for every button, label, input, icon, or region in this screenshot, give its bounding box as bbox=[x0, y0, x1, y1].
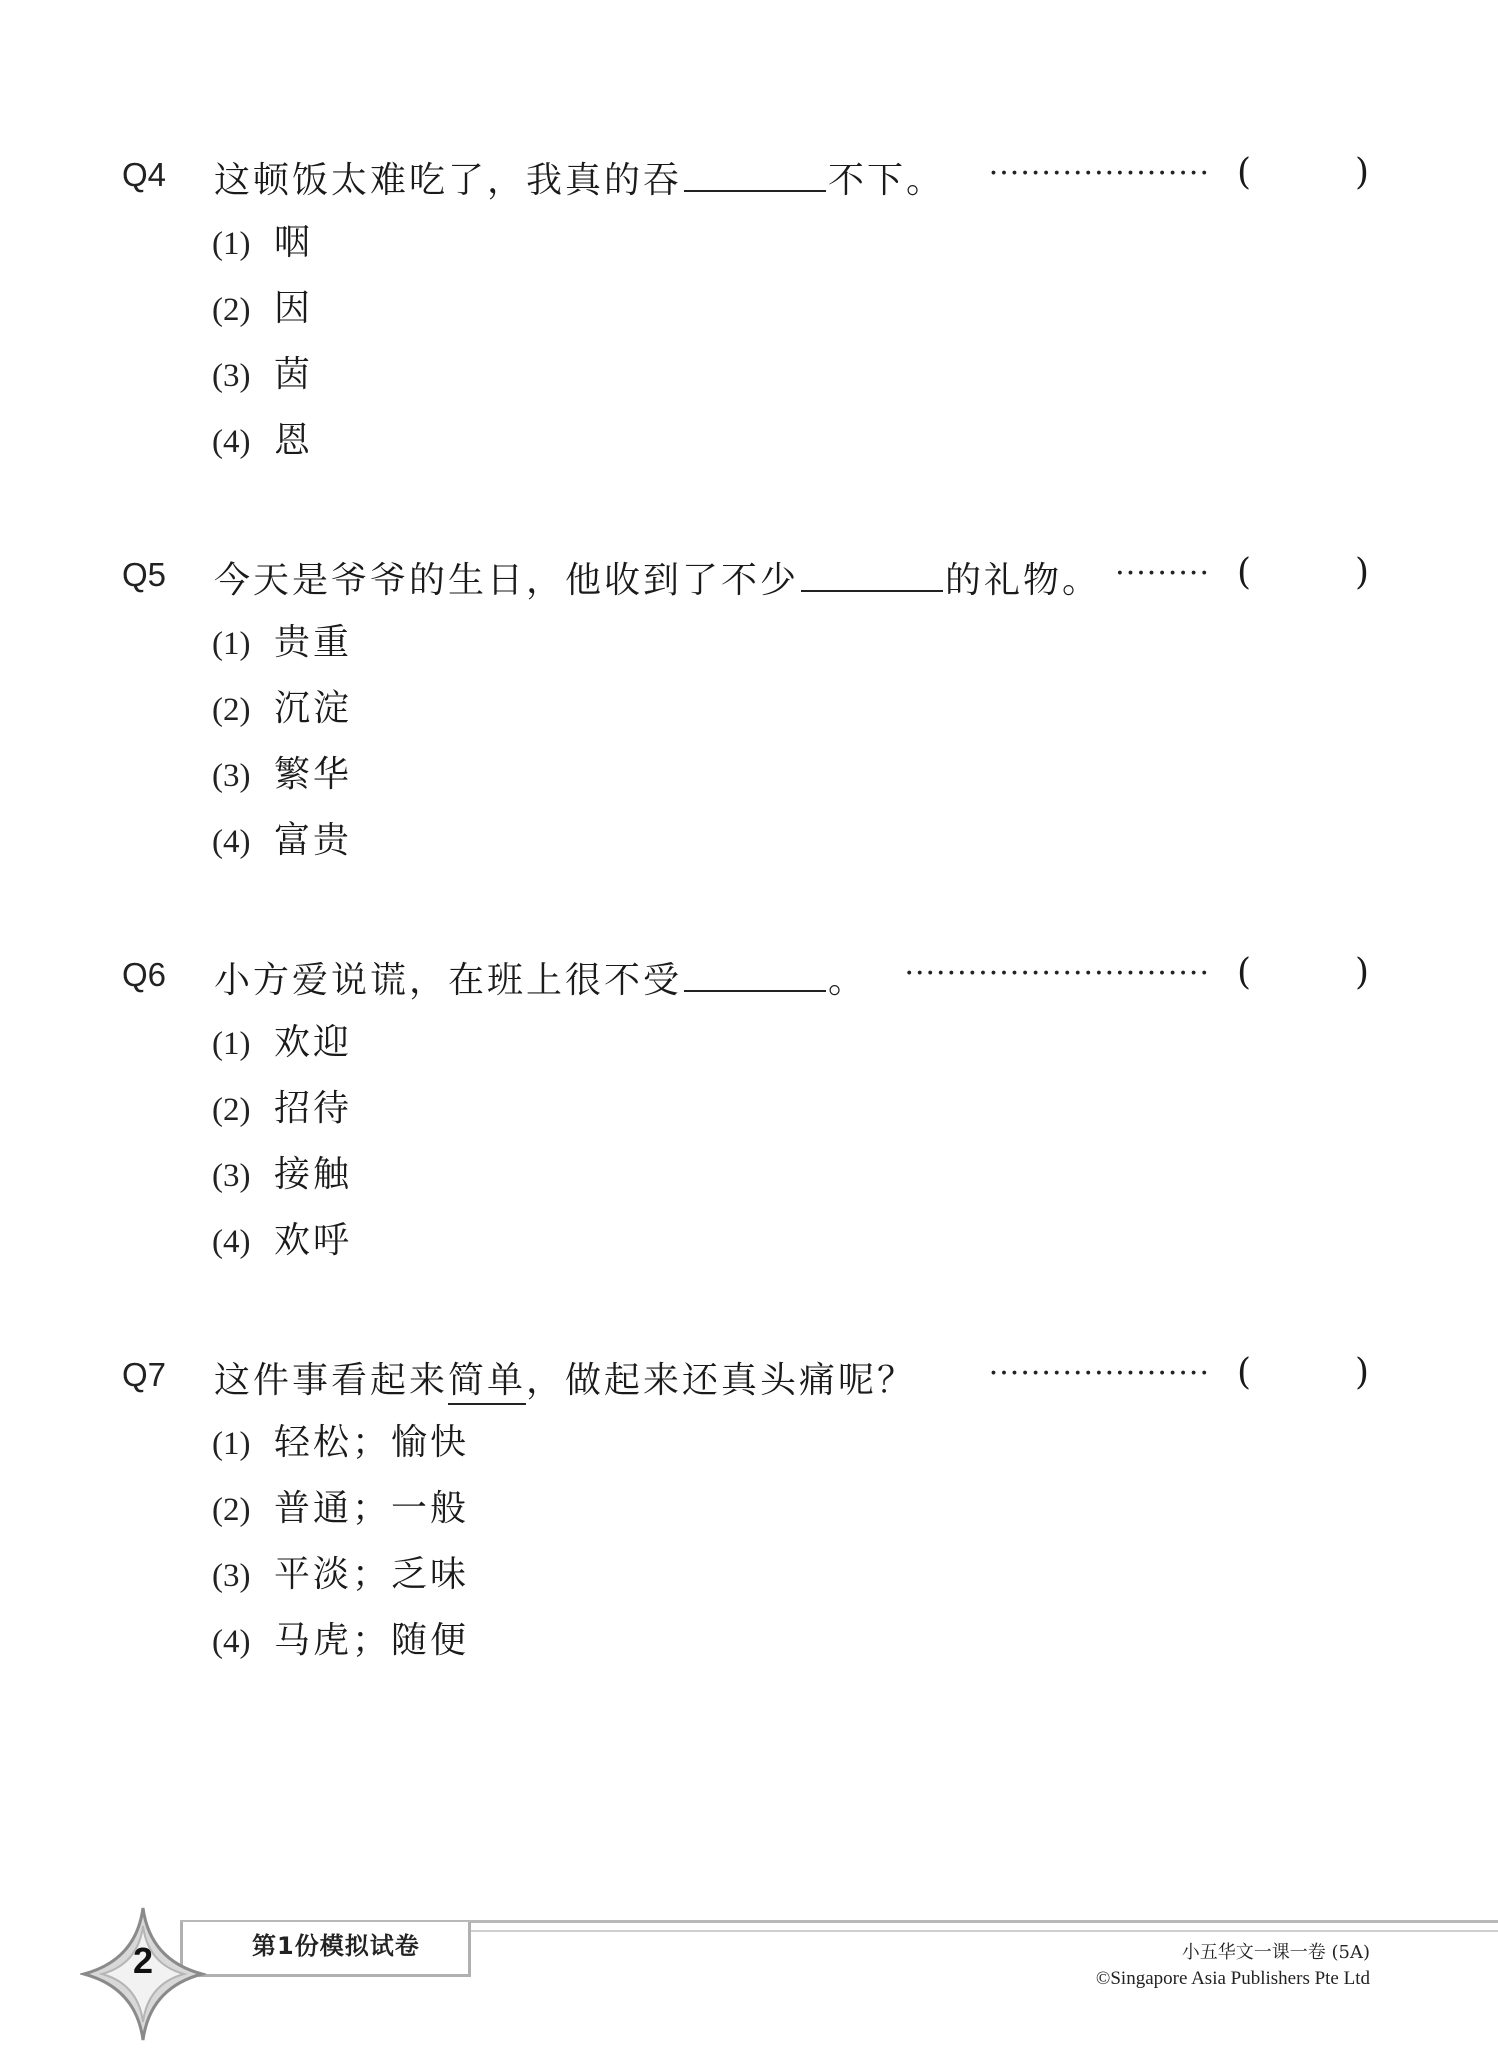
question-number: Q7 bbox=[122, 1356, 167, 1393]
page-number: 2 bbox=[132, 1940, 154, 1981]
option-text: 招待 bbox=[274, 1088, 353, 1129]
option-4 bbox=[212, 1612, 1382, 1678]
answer-paren-close: ) bbox=[1355, 952, 1370, 993]
option-text: 沉淀 bbox=[274, 688, 353, 729]
answer-paren-open: ( bbox=[1237, 1352, 1252, 1393]
leader-dots: ····························· bbox=[904, 956, 1210, 991]
answer-paren-open: ( bbox=[1237, 952, 1252, 993]
option-list bbox=[212, 614, 1382, 878]
option-text: 轻松；愉快 bbox=[274, 1422, 470, 1463]
option-list bbox=[212, 1414, 1382, 1678]
answer-blank bbox=[684, 156, 826, 192]
question-line bbox=[122, 1348, 1382, 1408]
option-number: (1) bbox=[212, 1426, 251, 1462]
option-number: (3) bbox=[212, 758, 251, 794]
option-number: (1) bbox=[212, 1026, 251, 1062]
option-number: (3) bbox=[212, 1158, 251, 1194]
option-number: (2) bbox=[212, 1092, 251, 1128]
leader-dots: ····················· bbox=[988, 1356, 1210, 1391]
question-number: Q6 bbox=[122, 956, 167, 993]
option-2 bbox=[212, 280, 1382, 346]
option-2 bbox=[212, 1080, 1382, 1146]
option-number: (3) bbox=[212, 1558, 251, 1594]
question-text-after: 不下。 bbox=[828, 160, 946, 201]
section-label: 第1份模拟试卷 bbox=[252, 1932, 420, 1960]
option-text: 因 bbox=[274, 288, 314, 329]
question-text-before: 这件事看起来 bbox=[214, 1360, 449, 1401]
question-line bbox=[122, 148, 1382, 208]
answer-paren-close: ) bbox=[1355, 552, 1370, 593]
question-line bbox=[122, 548, 1382, 608]
option-number: (2) bbox=[212, 692, 251, 728]
option-text: 恩 bbox=[274, 420, 314, 461]
option-text: 繁华 bbox=[274, 754, 353, 795]
option-number: (2) bbox=[212, 1492, 251, 1528]
option-3 bbox=[212, 746, 1382, 812]
option-4 bbox=[212, 1212, 1382, 1278]
option-number: (1) bbox=[212, 226, 251, 262]
option-1 bbox=[212, 1414, 1382, 1480]
copyright-notice: ©Singapore Asia Publishers Pte Ltd bbox=[1095, 1968, 1370, 1989]
answer-paren-open: ( bbox=[1237, 552, 1252, 593]
option-text: 茵 bbox=[274, 354, 314, 395]
option-2 bbox=[212, 680, 1382, 746]
option-text: 接触 bbox=[274, 1154, 353, 1195]
question-q4 bbox=[122, 148, 1382, 478]
question-text-before: 这顿饭太难吃了，我真的吞 bbox=[214, 160, 683, 201]
option-text: 普通；一般 bbox=[274, 1488, 470, 1529]
option-number: (3) bbox=[212, 358, 251, 394]
question-text bbox=[214, 552, 1101, 603]
question-text-before: 今天是爷爷的生日，他收到了不少 bbox=[214, 560, 800, 601]
answer-paren-close: ) bbox=[1355, 1352, 1370, 1393]
option-3 bbox=[212, 346, 1382, 412]
book-title: 小五华文一课一卷 (5A) bbox=[1181, 1942, 1370, 1963]
option-number: (4) bbox=[212, 1624, 251, 1660]
option-number: (4) bbox=[212, 424, 251, 460]
question-text bbox=[214, 152, 945, 203]
question-line bbox=[122, 948, 1382, 1008]
answer-paren-open: ( bbox=[1237, 152, 1252, 193]
question-number: Q4 bbox=[122, 156, 167, 193]
option-text: 富贵 bbox=[274, 820, 353, 861]
option-1 bbox=[212, 1014, 1382, 1080]
question-number: Q5 bbox=[122, 556, 167, 593]
answer-blank bbox=[684, 956, 826, 992]
option-text: 欢呼 bbox=[274, 1220, 353, 1261]
answer-blank bbox=[801, 556, 943, 592]
option-text: 贵重 bbox=[274, 622, 353, 663]
question-text bbox=[214, 1352, 916, 1403]
question-text-after: 。 bbox=[828, 960, 868, 1001]
option-text: 平淡；乏味 bbox=[274, 1554, 470, 1595]
option-text: 马虎；随便 bbox=[274, 1620, 470, 1661]
option-4 bbox=[212, 812, 1382, 878]
leader-dots: ········· bbox=[1115, 556, 1210, 591]
option-list bbox=[212, 1014, 1382, 1278]
question-text bbox=[214, 952, 867, 1003]
answer-paren-close: ) bbox=[1355, 152, 1370, 193]
option-number: (2) bbox=[212, 292, 251, 328]
option-text: 咽 bbox=[274, 222, 314, 263]
option-number: (1) bbox=[212, 626, 251, 662]
leader-dots: ····················· bbox=[988, 156, 1210, 191]
question-q6 bbox=[122, 948, 1382, 1278]
question-text-before: 小方爱说谎，在班上很不受 bbox=[214, 960, 683, 1001]
option-3 bbox=[212, 1546, 1382, 1612]
option-1 bbox=[212, 614, 1382, 680]
option-3 bbox=[212, 1146, 1382, 1212]
question-text-after: ，做起来还真头痛呢？ bbox=[526, 1360, 917, 1401]
page-footer bbox=[0, 1880, 1498, 2051]
underlined-word: 简单 bbox=[448, 1360, 526, 1405]
question-q5 bbox=[122, 548, 1382, 878]
option-number: (4) bbox=[212, 1224, 251, 1260]
option-text: 欢迎 bbox=[274, 1022, 353, 1063]
option-1 bbox=[212, 214, 1382, 280]
question-q7 bbox=[122, 1348, 1382, 1678]
option-2 bbox=[212, 1480, 1382, 1546]
footer-rule-secondary bbox=[465, 1930, 1498, 1932]
option-4 bbox=[212, 412, 1382, 478]
option-list bbox=[212, 214, 1382, 478]
option-number: (4) bbox=[212, 824, 251, 860]
question-text-after: 的礼物。 bbox=[945, 560, 1102, 601]
